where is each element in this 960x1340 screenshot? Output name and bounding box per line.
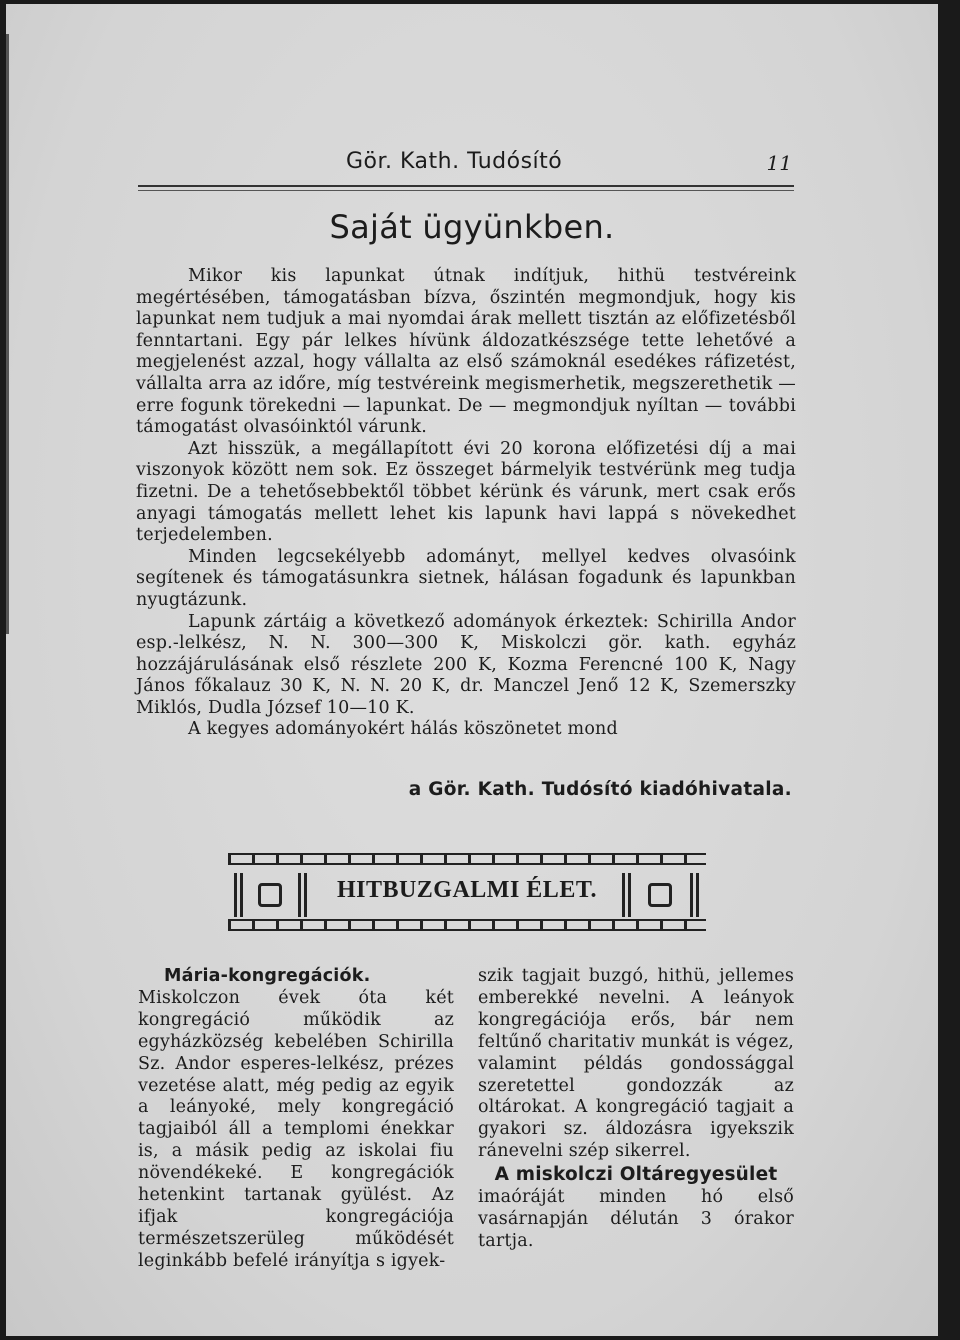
running-header: [138, 149, 794, 181]
header-rule-thin: [138, 190, 794, 191]
run-in-heading: Mária-kongregációk.: [164, 966, 371, 986]
article-paragraph: Mikor kis lapunkat útnak indítjuk, hithü testvéreink megértésében, támogatásban bízva, őszintén megmondjuk, hogy kis lapunkat nem tudjuk a mai nyomdai árak mellett tisztán az előfizetésből fenntartani. Egy pár lelkes hívünk áldozatkészsége tette lehetővé a megjelenést azzal, hogy vállalta az első számoknál esedékes ráfizetést, vállalta arra az időre, míg testvéreink megismerhetik, megszerethetik — erre fogunk törekedni — lapunkat. De — megmondjuk nyíltan — további támogatást olvasóinktól várunk.: [136, 266, 796, 438]
section-banner-title: HITBUZGALMI ÉLET.: [336, 877, 598, 903]
banner-square-ornament: [258, 883, 282, 907]
article-body: [136, 266, 796, 741]
column-text: Miskolczon évek óta két kongregáció működik az egyházközség kebelében Schirilla Sz. Andor esperes-lelkész, prézes vezetése alatt, még pedig az egyik a leányoké, mely kongregáció tagjaiból áll a templomi énekkar is, a másik pedig az iskolai fiu növendékeké. E kongregációk hetenkint tartanak gyülést. Az ifjak kongregációja természetszerüleg működését leginkább befelé irányítja s igyek-: [138, 987, 454, 1271]
banner-chain-ornament: [228, 919, 706, 931]
page-number: 11: [766, 151, 792, 175]
banner-bar-ornament: [690, 873, 693, 917]
banner-square-ornament: [648, 883, 672, 907]
column-paragraph: [138, 966, 454, 1273]
article-heading: Saját ügyünkben.: [329, 208, 615, 246]
binding-edge-line: [6, 34, 19, 634]
publication-title: Gör. Kath. Tudósító: [346, 149, 563, 174]
article-paragraph: Minden legcsekélyebb adományt, mellyel kedves olvasóink segítenek és támogatásunkra sietnek, hálásan fogadunk és lapunkban nyugtázunk.: [136, 546, 796, 610]
header-rule: [138, 185, 794, 187]
left-column: [138, 966, 454, 1273]
column-paragraph: imaóráját minden hó első vasárnapján délután 3 órakor tartja.: [478, 1187, 794, 1251]
banner-bar-ornament: [622, 873, 625, 917]
banner-chain-ornament: [228, 853, 706, 865]
right-column: [478, 966, 794, 1253]
column-paragraph-continued: szik tagjait buzgó, hithü, jellemes emberekké nevelni. A leányok kongregációja erős, bár nem feltűnő charitativ munkát is végez, valamint példás gondossággal szeretettel gondozzák az oltárokat. A kongregáció tagjait a gyakori sz. áldozásra igyekszik ránevelni szép sikerrel.: [478, 966, 794, 1162]
banner-bar-ornament: [628, 873, 631, 917]
newspaper-page: [6, 4, 938, 1336]
article-signature: a Gör. Kath. Tudósító kiadóhivatala.: [408, 779, 792, 800]
section-banner: [228, 847, 706, 937]
banner-bar-ornament: [304, 873, 307, 917]
article-paragraph: A kegyes adományokért hálás köszönetet mond: [188, 719, 618, 740]
banner-bar-ornament: [234, 873, 237, 917]
banner-bar-ornament: [696, 873, 699, 917]
article-paragraph: Azt hisszük, a megállapított évi 20 korona előfizetési díj a mai viszonyok között nem sok. Ez összeget bármelyik testvérünk meg tudja fizetni. De a tehetősebbektől többet kérünk és várunk, mert csak erős anyagi támogatás mellett lehet kis lapunk havi lappá s növekedhet terjedelemben.: [136, 438, 796, 546]
banner-bar-ornament: [240, 873, 243, 917]
banner-bar-ornament: [298, 873, 301, 917]
section-subheading: A miskolczi Oltáregyesület: [494, 1164, 778, 1186]
article-paragraph: Lapunk zártáig a következő adományok érkeztek: Schirilla Andor esp.-lelkész, N. N. 300—300 K, Miskolczi gör. kath. egyház hozzájárulásának első részlete 200 K, Kozma Ferencné 100 K, Nagy János főkalauz 30 K, N. N. 20 K, dr. Manczel Jenő 12 K, Szemerszky Miklós, Dudla József 10—10 K.: [136, 611, 796, 718]
